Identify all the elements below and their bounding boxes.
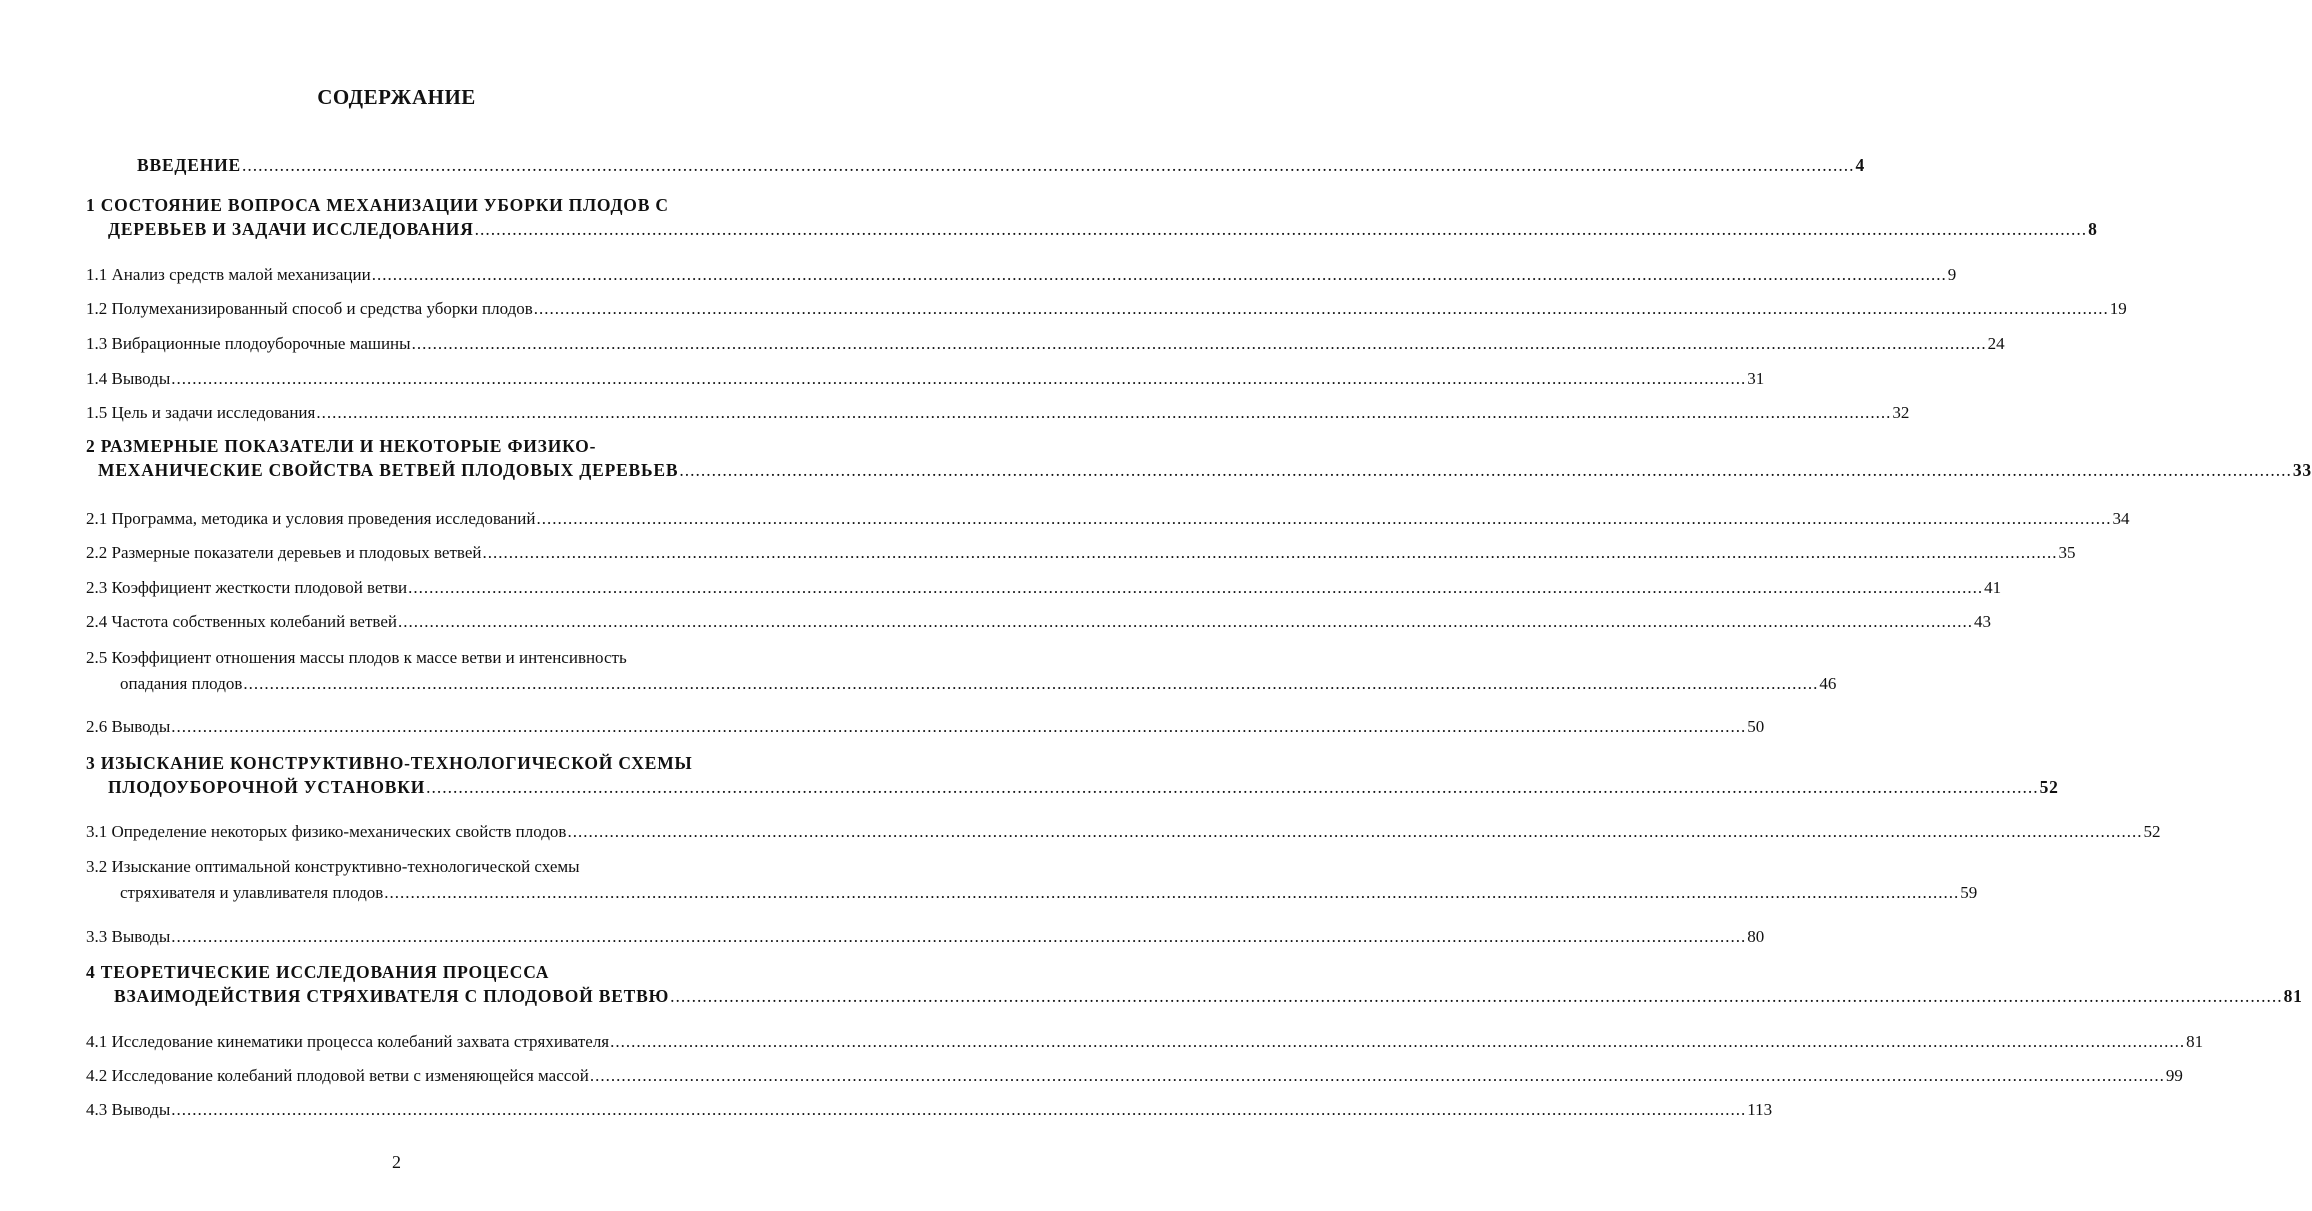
page-number: 2 [392,1152,401,1172]
toc-section-3-2[interactable] [86,856,1978,904]
page-title: СОДЕРЖАНИЕ [317,85,476,109]
leader-dots: ............................................................................................................................................................................................................................................................................................................ [679,460,2292,480]
section-label-line2: опадания плодов [120,674,243,693]
toc-chapter-4[interactable] [86,960,2303,1008]
section-label: 2.3 Коэффициент жесткости плодовой ветви [86,578,408,597]
section-label: 3.3 Выводы [86,927,171,946]
chapter-4-page: 81 [2283,986,2303,1006]
toc-section-2-5[interactable] [86,647,1837,695]
section-page: 52 [2143,822,2161,841]
toc-section-1-5[interactable] [86,402,1910,424]
toc-chapter-1[interactable] [86,193,2098,241]
section-label: 1.2 Полумеханизированный способ и средства уборки плодов [86,299,533,318]
toc-section-4-3[interactable] [86,1099,1773,1121]
leader-dots: ............................................................................................................................................................................................................................................................................................................ [426,777,2039,797]
leader-dots: ............................................................................................................................................................................................................................................................................................................ [567,822,2143,841]
toc-intro-page: 4 [1855,155,1866,175]
section-page: 24 [1987,334,2005,353]
toc-section-1-3[interactable] [86,333,2005,355]
section-page: 34 [2112,509,2130,528]
chapter-1-title-line1: 1 СОСТОЯНИЕ ВОПРОСА МЕХАНИЗАЦИИ УБОРКИ ПЛОДОВ С [86,195,669,215]
section-label: 1.3 Вибрационные плодоуборочные машины [86,334,411,353]
section-page: 9 [1947,265,1957,284]
chapter-1-title-line2: ДЕРЕВЬЕВ И ЗАДАЧИ ИССЛЕДОВАНИЯ [108,219,474,239]
section-label-line1: 3.2 Изыскание оптимальной конструктивно-технологической схемы [86,857,580,876]
chapter-4-title-line2: ВЗАИМОДЕЙСТВИЯ СТРЯХИВАТЕЛЯ С ПЛОДОВОЙ ВЕТВЮ [114,986,670,1006]
toc-section-1-2[interactable] [86,298,2127,320]
leader-dots: ............................................................................................................................................................................................................................................................................................................ [171,1100,1747,1119]
leader-dots: ............................................................................................................................................................................................................................................................................................................ [411,334,1987,353]
leader-dots: ............................................................................................................................................................................................................................................................................................................ [242,155,1855,175]
leader-dots: ............................................................................................................................................................................................................................................................................................................ [474,219,2088,239]
leader-dots: ............................................................................................................................................................................................................................................................................................................ [408,578,1984,597]
toc-section-3-1[interactable] [86,821,2161,843]
chapter-2-title-line2: МЕХАНИЧЕСКИЕ СВОЙСТВА ВЕТВЕЙ ПЛОДОВЫХ ДЕРЕВЬЕВ [98,460,679,480]
chapter-3-title-line1: 3 ИЗЫСКАНИЕ КОНСТРУКТИВНО-ТЕХНОЛОГИЧЕСКОЙ СХЕМЫ [86,753,693,773]
section-label-line2: стряхивателя и улавливателя плодов [120,883,384,902]
toc-section-1-1[interactable] [86,264,1957,286]
chapter-2-page: 33 [2292,460,2312,480]
leader-dots: ............................................................................................................................................................................................................................................................................................................ [371,265,1947,284]
section-page: 59 [1960,883,1978,902]
section-label: 1.4 Выводы [86,369,171,388]
section-label: 1.1 Анализ средств малой механизации [86,265,371,284]
leader-dots: ............................................................................................................................................................................................................................................................................................................ [670,986,2283,1006]
toc-section-2-4[interactable] [86,611,1991,633]
section-label: 2.2 Размерные показатели деревьев и плодовых ветвей [86,543,482,562]
chapter-3-title-line2: ПЛОДОУБОРОЧНОЙ УСТАНОВКИ [108,777,426,797]
section-label-line1: 2.5 Коэффициент отношения массы плодов к массе ветви и интенсивность [86,648,627,667]
chapter-3-page: 52 [2039,777,2059,797]
leader-dots: ............................................................................................................................................................................................................................................................................................................ [533,299,2109,318]
section-page: 80 [1747,927,1765,946]
toc-section-3-3[interactable] [86,926,1765,948]
leader-dots: ............................................................................................................................................................................................................................................................................................................ [482,543,2058,562]
toc-section-2-2[interactable] [86,542,2076,564]
leader-dots: ............................................................................................................................................................................................................................................................................................................ [171,717,1747,736]
section-page: 19 [2109,299,2127,318]
toc-intro-label: ВВЕДЕНИЕ [137,155,242,175]
section-label: 1.5 Цель и задачи исследования [86,403,316,422]
section-label: 4.3 Выводы [86,1100,171,1119]
leader-dots: ............................................................................................................................................................................................................................................................................................................ [316,403,1892,422]
section-page: 41 [1984,578,2002,597]
toc-section-4-1[interactable] [86,1031,2204,1053]
section-page: 113 [1747,1100,1773,1119]
leader-dots: ............................................................................................................................................................................................................................................................................................................ [610,1032,2186,1051]
section-label: 2.4 Частота собственных колебаний ветвей [86,612,397,631]
chapter-2-title-line1: 2 РАЗМЕРНЫЕ ПОКАЗАТЕЛИ И НЕКОТОРЫЕ ФИЗИКО- [86,436,597,456]
leader-dots: ............................................................................................................................................................................................................................................................................................................ [397,612,1973,631]
section-page: 35 [2058,543,2076,562]
chapter-4-title-line1: 4 ТЕОРЕТИЧЕСКИЕ ИССЛЕДОВАНИЯ ПРОЦЕССА [86,962,550,982]
section-label: 3.1 Определение некоторых физико-механических свойств плодов [86,822,567,841]
leader-dots: ............................................................................................................................................................................................................................................................................................................ [589,1066,2165,1085]
section-page: 31 [1747,369,1765,388]
chapter-1-page: 8 [2088,219,2098,239]
section-label: 2.1 Программа, методика и условия проведения исследований [86,509,536,528]
toc-section-1-4[interactable] [86,368,1765,390]
leader-dots: ............................................................................................................................................................................................................................................................................................................ [243,674,1819,693]
section-page: 81 [2186,1032,2204,1051]
leader-dots: ............................................................................................................................................................................................................................................................................................................ [171,369,1747,388]
toc-chapter-3[interactable] [86,751,2059,799]
toc-intro[interactable] [137,153,1866,177]
toc-section-4-2[interactable] [86,1065,2183,1087]
section-label: 4.1 Исследование кинематики процесса колебаний захвата стряхивателя [86,1032,610,1051]
toc-section-2-6[interactable] [86,716,1765,738]
section-page: 99 [2165,1066,2183,1085]
section-page: 32 [1892,403,1910,422]
section-page: 50 [1747,717,1765,736]
section-label: 2.6 Выводы [86,717,171,736]
toc-section-2-1[interactable] [86,508,2130,530]
toc-section-2-3[interactable] [86,577,2002,599]
toc-chapter-2[interactable] [86,434,2312,482]
section-page: 43 [1973,612,1991,631]
leader-dots: ............................................................................................................................................................................................................................................................................................................ [171,927,1747,946]
leader-dots: ............................................................................................................................................................................................................................................................................................................ [536,509,2112,528]
section-label: 4.2 Исследование колебаний плодовой ветви с изменяющейся массой [86,1066,589,1085]
section-page: 46 [1819,674,1837,693]
leader-dots: ............................................................................................................................................................................................................................................................................................................ [384,883,1960,902]
